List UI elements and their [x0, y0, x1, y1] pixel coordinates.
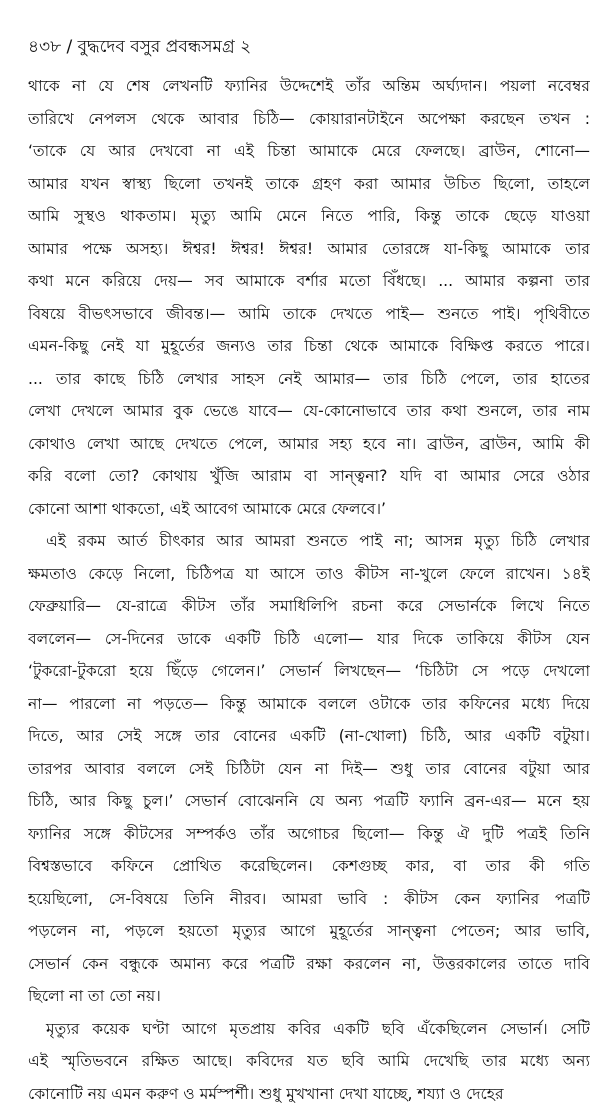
book-title: বুদ্ধদেব বসুর প্রবন্ধসমগ্র ২	[78, 37, 251, 57]
paragraph	[28, 525, 590, 1013]
text-line: থাকে না যে শেষ লেখনটি ফ্যানির উদ্দেশেই তাঁর অন্তিম অর্ঘ্যদান। পয়লা নবেম্বর	[28, 70, 590, 103]
text-line: কোনোটি নয় এমন করুণ ও মর্মস্পর্শী। শুধু মুখখানা দেখা যাচ্ছে, শয্যা ও দেহের	[28, 1078, 590, 1110]
text-line: কোনো আশা থাকতো, এই আবেগ আমাকে মেরে ফেলবে।’	[28, 493, 590, 526]
text-line: তারপর আবার বললে সেই চিঠিটা যেন না দিই— শুধু তার বোনের বটুয়া আর	[28, 753, 590, 786]
text-line: বললেন— সে-দিনের ডাকে একটি চিঠি এলো— যার দিকে তাকিয়ে কীটস যেন	[28, 623, 590, 656]
paragraph	[28, 1013, 590, 1110]
text-line: আমার যখন স্বাস্থ্য ছিলো তখনই তাকে গ্রহণ করা আমার উচিত ছিলো, তাহলে	[28, 168, 590, 201]
text-line: ‘তাকে যে আর দেখবো না এই চিন্তা আমাকে মেরে ফেলছে। ব্রাউন, শোনো—	[28, 135, 590, 168]
text-line: সেভার্ন কেন বন্ধুকে অমান্য করে পত্রটি রক্ষা করলেন না, উত্তরকালের তাতে দাবি	[28, 948, 590, 981]
text-line: ক্ষমতাও কেড়ে নিলো, চিঠিপত্র যা আসে তাও কীটস না-খুলে ফেলে রাখেন। ১৪ই	[28, 558, 590, 591]
text-line: ফেব্রুয়ারি— যে-রাত্রে কীটস তাঁর সমাধিলিপি রচনা করে সেভার্নকে লিখে নিতে	[28, 590, 590, 623]
text-line: মৃত্যুর কয়েক ঘণ্টা আগে মৃতপ্রায় কবির একটি ছবি এঁকেছিলেন সেভার্ন। সেটি	[28, 1013, 590, 1046]
running-header	[28, 34, 590, 60]
text-line: এই স্মৃতিভবনে রক্ষিত আছে। কবিদের যত ছবি আমি দেখেছি তার মধ্যে অন্য	[28, 1045, 590, 1078]
book-page	[28, 34, 590, 1110]
text-line: না— পারলো না পড়তে— কিন্তু আমাকে বললে ওটাকে তার কফিনের মধ্যে দিয়ে	[28, 688, 590, 721]
text-line: এমন-কিছু নেই যা মুহূর্তের জন্যও তার চিন্তা থেকে আমাকে বিক্ষিপ্ত করতে পারে।	[28, 330, 590, 363]
text-line: চিঠি, আর কিছু চুল।’ সেভার্ন বোঝেননি যে অন্য পত্রটি ফ্যানি ব্রন-এর— মনে হয়	[28, 785, 590, 818]
text-line: হয়েছিলো, সে-বিষয়ে তিনি নীরব। আমরা ভাবি : কীটস কেন ফ্যানির পত্রটি	[28, 883, 590, 916]
text-line: করি বলো তো? কোথায় খুঁজি আরাম বা সান্ত্বনা? যদি বা আমার সেরে ওঠার	[28, 460, 590, 493]
text-line: পড়লেন না, পড়লে হয়তো মৃত্যুর আগে মুহূর্তের সান্ত্বনা পেতেন; আর ভাবি,	[28, 915, 590, 948]
text-line: লেখা দেখলে আমার বুক ভেঙে যাবে— যে-কোনোভাবে তার কথা শুনলে, তার নাম	[28, 395, 590, 428]
text-line: তারিখে নেপলস থেকে আবার চিঠি— কোয়ারানটাইনে অপেক্ষা করছেন তখন :	[28, 103, 590, 136]
page-number: ৪৩৮	[28, 37, 61, 57]
text-line: দিতে, আর সেই সঙ্গে তার বোনের একটি (না-খোলা) চিঠি, আর একটি বটুয়া।	[28, 720, 590, 753]
text-line: ... তার কাছে চিঠি লেখার সাহস নেই আমার— তার চিঠি পেলে, তার হাতের	[28, 363, 590, 396]
body-text	[28, 70, 590, 1110]
text-line: আমার পক্ষে অসহ্য। ঈশ্বর! ঈশ্বর! ঈশ্বর! আমার তোরঙ্গে যা-কিছু আমাকে তার	[28, 233, 590, 266]
text-line: ‘টুকরো-টুকরো হয়ে ছিঁড়ে গেলেন।’ সেভার্ন লিখছেন— ‘চিঠিটা সে পড়ে দেখলো	[28, 655, 590, 688]
header-separator: /	[67, 37, 73, 57]
text-line: আমি সুস্থও থাকতাম। মৃত্যু আমি মেনে নিতে পারি, কিন্তু তাকে ছেড়ে যাওয়া	[28, 200, 590, 233]
text-line: কথা মনে করিয়ে দেয়— সব আমাকে বর্শার মতো বিঁধছে। ... আমার কল্পনা তার	[28, 265, 590, 298]
text-line: এই রকম আর্ত চীৎকার আর আমরা শুনতে পাই না; আসন্ন মৃত্যু চিঠি লেখার	[28, 525, 590, 558]
text-line: ফ্যানির সঙ্গে কীটসের সম্পর্কও তাঁর অগোচর ছিলো— কিন্তু ঐ দুটি পত্রই তিনি	[28, 818, 590, 851]
text-line: কোথাও লেখা আছে দেখতে পেলে, আমার সহ্য হবে না। ব্রাউন, ব্রাউন, আমি কী	[28, 428, 590, 461]
text-line: বিশ্বস্তভাবে কফিনে প্রোথিত করেছিলেন। কেশগুচ্ছ কার, বা তার কী গতি	[28, 850, 590, 883]
text-line: ছিলো না তা তো নয়।	[28, 980, 590, 1013]
text-line: বিষয়ে বীভৎসভাবে জীবন্ত।— আমি তাকে দেখতে পাই— শুনতে পাই। পৃথিবীতে	[28, 298, 590, 331]
paragraph	[28, 70, 590, 525]
